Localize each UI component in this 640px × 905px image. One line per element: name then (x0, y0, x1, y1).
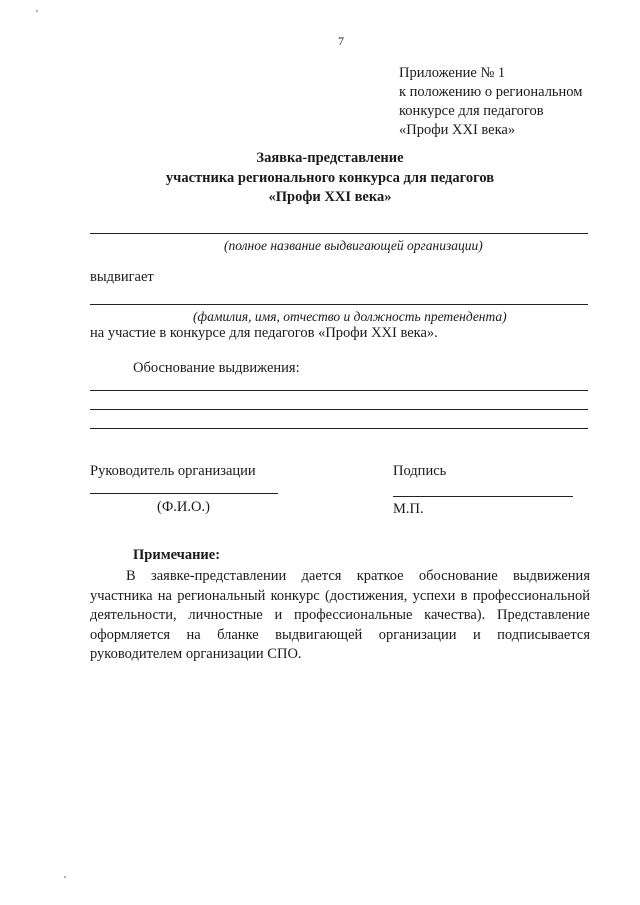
signature-label: Подпись (393, 463, 447, 479)
scan-speck (64, 876, 66, 878)
appendix-line: Приложение № 1 (399, 65, 506, 81)
scan-speck (36, 10, 38, 12)
candidate-caption: (фамилия, имя, отчество и должность претендента) (193, 309, 507, 324)
note-text: В заявке-представлении дается краткое обоснование выдвижения участника на региональный конкурс (достижения, успехи в профессиональной деятельности, личностные и профессиональные качества). Представление оформляется на бланке выдвигающей организации и подписывается руководителем организации СПО. (90, 568, 590, 662)
note-title: Примечание: (133, 547, 221, 563)
head-label: Руководитель организации (90, 463, 256, 479)
fio-line[interactable] (90, 493, 278, 494)
appendix-line: к положению о региональном (399, 84, 583, 100)
signature-line[interactable] (393, 496, 573, 497)
justification-label: Обоснование выдвижения: (133, 360, 300, 376)
title-line: участника регионального конкурса для педагогов (165, 169, 495, 186)
appendix-line: «Профи XXI века» (399, 122, 516, 138)
document-title (0, 149, 640, 208)
nominates-label: выдвигает (90, 269, 154, 285)
justification-line[interactable] (90, 390, 588, 391)
participation-text: на участие в конкурсе для педагогов «Профи XXI века». (90, 325, 438, 341)
page-number: 7 (338, 34, 344, 48)
org-name-caption: (полное название выдвигающей организации) (224, 238, 483, 253)
title-line: «Профи XXI века» (268, 189, 392, 205)
appendix-header (399, 64, 582, 140)
justification-line[interactable] (90, 409, 588, 410)
justification-line[interactable] (90, 428, 588, 429)
org-name-line[interactable] (90, 233, 588, 234)
stamp-caption: М.П. (393, 501, 424, 517)
note-body (90, 567, 590, 665)
title-line: Заявка-представление (256, 150, 404, 166)
appendix-line: конкурсе для педагогов (399, 103, 544, 119)
candidate-line[interactable] (90, 304, 588, 305)
fio-caption: (Ф.И.О.) (157, 499, 210, 515)
